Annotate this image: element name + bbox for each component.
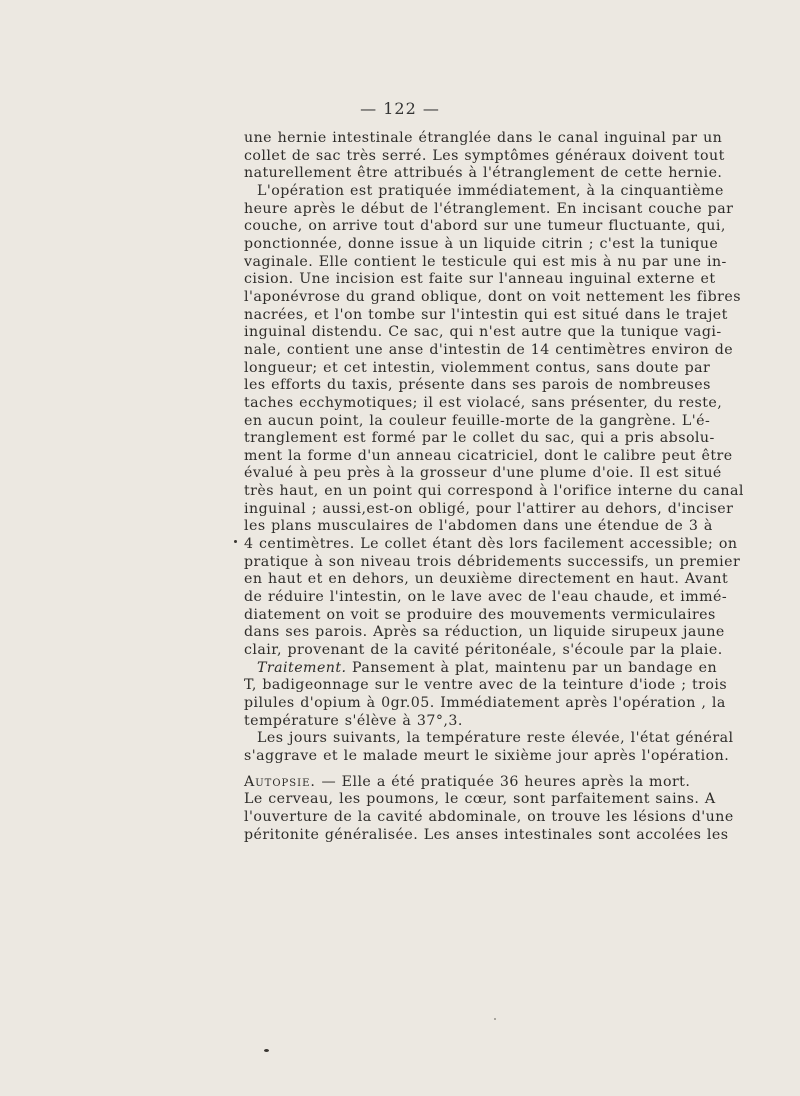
text-line: L'opération est pratiquée immédiatement, à la cinquantième bbox=[257, 182, 724, 199]
text-line: l'aponévrose du grand oblique, dont on voit nettement les fibres bbox=[244, 288, 741, 305]
paragraph-lead: Traitement. bbox=[257, 659, 347, 676]
text-line: couche, on arrive tout d'abord sur une tumeur fluctuante, qui, bbox=[244, 218, 726, 235]
text-line: heure après le début de l'étranglement. En incisant couche par bbox=[244, 200, 734, 217]
text-line bbox=[244, 773, 691, 792]
text-line: en aucun point, la couleur feuille-morte de la gangrène. L'é- bbox=[244, 412, 711, 429]
page-number: — 122 — bbox=[360, 99, 440, 118]
text-line: dans ses parois. Après sa réduction, un liquide sirupeux jaune bbox=[244, 624, 725, 641]
text-line: Les jours suivants, la température reste élevée, l'état général bbox=[257, 730, 734, 747]
paragraph-lead: Autopsie. bbox=[244, 773, 316, 790]
text-line: ponctionnée, donne issue à un liquide citrin ; c'est la tunique bbox=[244, 235, 719, 252]
ink-speck bbox=[494, 1018, 496, 1020]
text-line: pilules d'opium à 0gr.05. Immédiatement après l'opération , la bbox=[244, 695, 726, 711]
text-line: très haut, en un point qui correspond à l'orifice interne du canal bbox=[244, 483, 744, 500]
text-line: cision. Une incision est faite sur l'anneau inguinal externe et bbox=[244, 271, 716, 288]
text-line: nale, contient une anse d'intestin de 14 centimètres environ de bbox=[244, 341, 734, 358]
body-text bbox=[244, 130, 744, 844]
text-line: diatement on voit se produire des mouvements vermiculaires bbox=[244, 606, 716, 623]
text-line: clair, provenant de la cavité péritonéale, s'écoule par la plaie. bbox=[244, 642, 723, 659]
text-line: collet de sac très serré. Les symptômes généraux doivent tout bbox=[244, 147, 725, 164]
text-line: de réduire l'intestin, on le lave avec de l'eau chaude, et immé- bbox=[244, 589, 728, 606]
text-line: une hernie intestinale étranglée dans le canal inguinal par un bbox=[244, 130, 723, 146]
text-line: tranglement est formé par le collet du sac, qui a pris absolu- bbox=[244, 430, 715, 447]
text-line: inguinal distendu. Ce sac, qui n'est autre que la tunique vagi- bbox=[244, 324, 722, 341]
paragraph-5 bbox=[244, 773, 734, 845]
ink-speck bbox=[234, 540, 237, 543]
text-line: les plans musculaires de l'abdomen dans une étendue de 3 à bbox=[244, 518, 713, 535]
text-line: T, badigeonnage sur le ventre avec de la teinture d'iode ; trois bbox=[244, 677, 728, 694]
text-line bbox=[244, 659, 718, 678]
text-line: en haut et en dehors, un deuxième directement en haut. Avant bbox=[244, 571, 729, 588]
text-line: 4 centimètres. Le collet étant dès lors facilement accessible; on bbox=[244, 536, 738, 553]
text-line: évalué à peu près à la grosseur d'une plume d'oie. Il est situé bbox=[244, 465, 722, 482]
paragraph-1 bbox=[244, 130, 725, 183]
text-line: vaginale. Elle contient le testicule qui est mis à nu par une in- bbox=[244, 253, 727, 270]
text-line: péritonite généralisée. Les anses intestinales sont accolées les bbox=[244, 826, 729, 843]
text-line: inguinal ; aussi,est-on obligé, pour l'attirer au dehors, d'inciser bbox=[244, 500, 734, 517]
text-fragment: Pansement à plat, maintenu par un bandage en bbox=[346, 659, 718, 676]
paragraph-2 bbox=[244, 182, 744, 660]
text-line: Le cerveau, les poumons, le cœur, sont parfaitement sains. A bbox=[244, 791, 716, 808]
paragraph-4 bbox=[244, 730, 734, 765]
text-fragment: — Elle a été pratiquée 36 heures après la mort. bbox=[315, 773, 691, 790]
text-line: les efforts du taxis, présente dans ses parois de nombreuses bbox=[244, 377, 711, 394]
text-line: longueur; et cet intestin, violemment contus, sans doute par bbox=[244, 359, 711, 376]
text-line: taches ecchymotiques; il est violacé, sans présenter, du reste, bbox=[244, 394, 723, 411]
paragraph-gap bbox=[244, 766, 654, 774]
text-line: ment la forme d'un anneau cicatriciel, dont le calibre peut être bbox=[244, 447, 733, 464]
ink-speck bbox=[264, 1049, 269, 1052]
text-line: l'ouverture de la cavité abdominale, on trouve les lésions d'une bbox=[244, 808, 734, 825]
text-line: pratique à son niveau trois débridements successifs, un premier bbox=[244, 553, 741, 570]
paragraph-3 bbox=[244, 659, 728, 731]
text-line: température s'élève à 37°,3. bbox=[244, 712, 463, 729]
text-line: nacrées, et l'on tombe sur l'intestin qui est situé dans le trajet bbox=[244, 306, 728, 323]
text-line: naturellement être attribués à l'étranglement de cette hernie. bbox=[244, 165, 723, 182]
text-line: s'aggrave et le malade meurt le sixième jour après l'opération. bbox=[244, 747, 730, 764]
